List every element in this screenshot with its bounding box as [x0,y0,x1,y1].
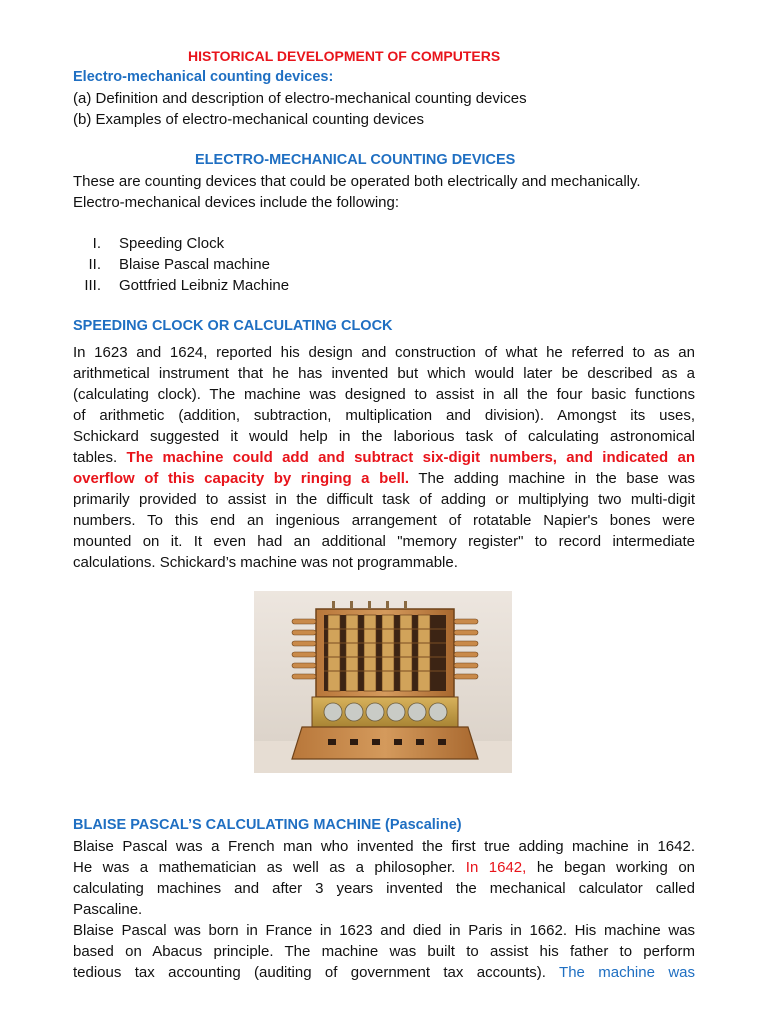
pascal-para-line: calculating machines and after 3 years invented the mechanical calculator called [73,880,695,897]
device-item-1 [73,233,224,254]
pascal-para-line [73,857,695,878]
pascal-para-line: Pascaline. [73,901,143,918]
pascal-para-line: Blaise Pascal was a French man who invented the first true adding machine in 1642. [73,838,695,855]
clock-para-line: mounted on it. It even had an additional "memory register" to record intermediate [73,533,695,550]
device-name: Gottfried Leibniz Machine [119,277,290,294]
device-number: I. [92,235,101,252]
clock-para-line: In 1623 and 1624, reported his design and construction of what he referred to as an [73,344,695,361]
highlight-text: The machine was [559,964,695,981]
clock-para-line: (calculating clock). The machine was designed to assist in all the four basic functions [73,386,695,403]
outline-item-b: (b) Examples of electro-mechanical counting devices [73,111,424,128]
plain-text: The adding machine in the base was [418,470,695,487]
plain-text: He was a mathematician as well as a philosopher. [73,859,456,876]
device-name: Speeding Clock [119,235,225,252]
clock-heading: SPEEDING CLOCK OR CALCULATING CLOCK [73,318,393,334]
clock-para-line: numbers. To this end an ingenious arrangement of rotatable Napier's bones were [73,512,695,529]
plain-text: he began working on [536,859,696,876]
calculating-clock-image [254,591,512,773]
document-title: HISTORICAL DEVELOPMENT OF COMPUTERS [188,48,501,64]
clock-para-line [73,468,695,489]
highlight-text: In 1642, [465,859,527,876]
pascal-heading: BLAISE PASCAL’S CALCULATING MACHINE (Pascaline) [73,817,462,833]
intro-line-2: Electro-mechanical devices include the following: [73,194,400,211]
clock-para-line: of arithmetic (addition, subtraction, multiplication and division). Amongst its uses, [73,407,695,424]
device-number: II. [88,256,101,273]
intro-line-1: These are counting devices that could be operated both electrically and mechanically. [73,173,641,190]
device-number: III. [84,277,101,294]
clock-para-line: primarily provided to assist in the difficult task of adding or multiplying two multi-digit [73,491,695,508]
device-name: Blaise Pascal machine [119,256,270,273]
section-heading: Electro-mechanical counting devices: [73,69,334,85]
clock-para-line: calculations. Schickard’s machine was not programmable. [73,554,458,571]
outline-item-a: (a) Definition and description of electro-mechanical counting devices [73,90,527,107]
highlight-text: overflow of this capacity by ringing a bell. [73,470,410,487]
plain-text: tables. [73,449,118,466]
clock-para-line: arithmetical instrument that he has invented but which would later be described as a [73,365,695,382]
highlight-text: The machine could add and subtract six-digit numbers, and indicated an [126,449,695,466]
device-item-3 [73,275,289,296]
emcd-heading: ELECTRO-MECHANICAL COUNTING DEVICES [195,152,516,168]
plain-text: tedious tax accounting (auditing of government tax accounts). [73,964,546,981]
pascal-para-line: based on Abacus principle. The machine was built to assist his father to perform [73,943,695,960]
pascal-para-line: Blaise Pascal was born in France in 1623 and died in Paris in 1662. His machine was [73,922,695,939]
device-item-2 [73,254,270,275]
pascal-para-line [73,962,695,983]
clock-para-line [73,447,695,468]
clock-para-line: Schickard suggested it would help in the laborious task of calculating astronomical [73,428,695,445]
